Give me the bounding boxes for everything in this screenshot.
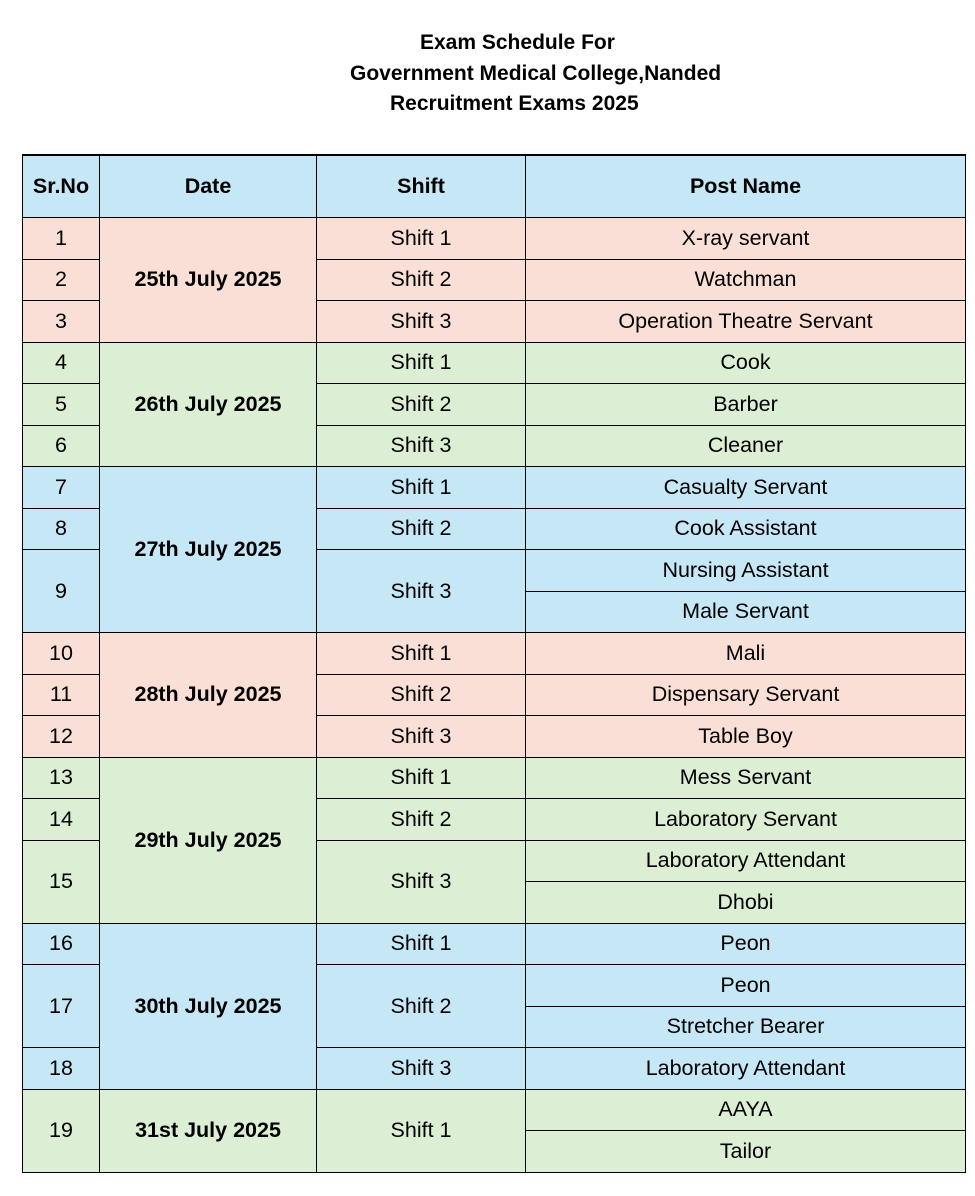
header-date: Date: [100, 155, 317, 218]
shift-cell: Shift 2: [317, 259, 526, 301]
post-name-cell: Stretcher Bearer: [526, 1006, 966, 1048]
sr-no-cell: 5: [23, 384, 100, 426]
shift-cell: Shift 1: [317, 467, 526, 509]
shift-cell: Shift 2: [317, 674, 526, 716]
shift-cell: Shift 2: [317, 508, 526, 550]
shift-cell: Shift 1: [317, 633, 526, 675]
post-name-cell: Tailor: [526, 1131, 966, 1173]
sr-no-cell: 16: [23, 923, 100, 965]
shift-cell: Shift 1: [317, 218, 526, 260]
date-cell: 28th July 2025: [100, 633, 317, 758]
shift-cell: Shift 3: [317, 301, 526, 343]
table-row: [23, 342, 966, 384]
date-cell: 25th July 2025: [100, 218, 317, 343]
post-name-cell: Laboratory Servant: [526, 799, 966, 841]
document-title: [0, 28, 975, 120]
sr-no-cell: 12: [23, 716, 100, 758]
sr-no-cell: 6: [23, 425, 100, 467]
table-row: [23, 467, 966, 509]
sr-no-cell: 19: [23, 1089, 100, 1172]
sr-no-cell: 17: [23, 965, 100, 1048]
shift-cell: Shift 3: [317, 550, 526, 633]
post-name-cell: Mess Servant: [526, 757, 966, 799]
date-cell: 31st July 2025: [100, 1089, 317, 1172]
sr-no-cell: 18: [23, 1048, 100, 1090]
post-name-cell: Mali: [526, 633, 966, 675]
post-name-cell: Watchman: [526, 259, 966, 301]
shift-cell: Shift 3: [317, 425, 526, 467]
title-line-1: Exam Schedule For: [420, 31, 615, 54]
shift-cell: Shift 3: [317, 1048, 526, 1090]
post-name-cell: X-ray servant: [526, 218, 966, 260]
post-name-cell: Nursing Assistant: [526, 550, 966, 592]
header-post-name: Post Name: [526, 155, 966, 218]
sr-no-cell: 9: [23, 550, 100, 633]
post-name-cell: Dhobi: [526, 882, 966, 924]
title-line-2: Government Medical College,Nanded: [350, 61, 722, 85]
table-body: [23, 218, 966, 1173]
shift-cell: Shift 2: [317, 384, 526, 426]
post-name-cell: Peon: [526, 923, 966, 965]
sr-no-cell: 14: [23, 799, 100, 841]
table-row: [23, 1089, 966, 1131]
post-name-cell: AAYA: [526, 1089, 966, 1131]
post-name-cell: Operation Theatre Servant: [526, 301, 966, 343]
header-shift: Shift: [317, 155, 526, 218]
sr-no-cell: 11: [23, 674, 100, 716]
sr-no-cell: 8: [23, 508, 100, 550]
post-name-cell: Cook: [526, 342, 966, 384]
sr-no-cell: 4: [23, 342, 100, 384]
date-cell: 27th July 2025: [100, 467, 317, 633]
date-cell: 30th July 2025: [100, 923, 317, 1089]
table-header-row: [23, 155, 966, 218]
shift-cell: Shift 3: [317, 840, 526, 923]
post-name-cell: Barber: [526, 384, 966, 426]
shift-cell: Shift 2: [317, 799, 526, 841]
table-row: [23, 633, 966, 675]
exam-schedule-table: [22, 154, 966, 1173]
title-line-3: Recruitment Exams 2025: [390, 92, 639, 115]
header-sr-no: Sr.No: [23, 155, 100, 218]
sr-no-cell: 2: [23, 259, 100, 301]
sr-no-cell: 7: [23, 467, 100, 509]
post-name-cell: Cleaner: [526, 425, 966, 467]
date-cell: 29th July 2025: [100, 757, 317, 923]
shift-cell: Shift 1: [317, 1089, 526, 1172]
post-name-cell: Table Boy: [526, 716, 966, 758]
table-row: [23, 923, 966, 965]
shift-cell: Shift 1: [317, 342, 526, 384]
post-name-cell: Male Servant: [526, 591, 966, 633]
date-cell: 26th July 2025: [100, 342, 317, 467]
table-row: [23, 218, 966, 260]
sr-no-cell: 1: [23, 218, 100, 260]
sr-no-cell: 3: [23, 301, 100, 343]
post-name-cell: Casualty Servant: [526, 467, 966, 509]
sr-no-cell: 10: [23, 633, 100, 675]
shift-cell: Shift 3: [317, 716, 526, 758]
post-name-cell: Dispensary Servant: [526, 674, 966, 716]
table-row: [23, 757, 966, 799]
post-name-cell: Laboratory Attendant: [526, 1048, 966, 1090]
shift-cell: Shift 2: [317, 965, 526, 1048]
post-name-cell: Laboratory Attendant: [526, 840, 966, 882]
post-name-cell: Cook Assistant: [526, 508, 966, 550]
post-name-cell: Peon: [526, 965, 966, 1007]
shift-cell: Shift 1: [317, 923, 526, 965]
sr-no-cell: 13: [23, 757, 100, 799]
shift-cell: Shift 1: [317, 757, 526, 799]
sr-no-cell: 15: [23, 840, 100, 923]
